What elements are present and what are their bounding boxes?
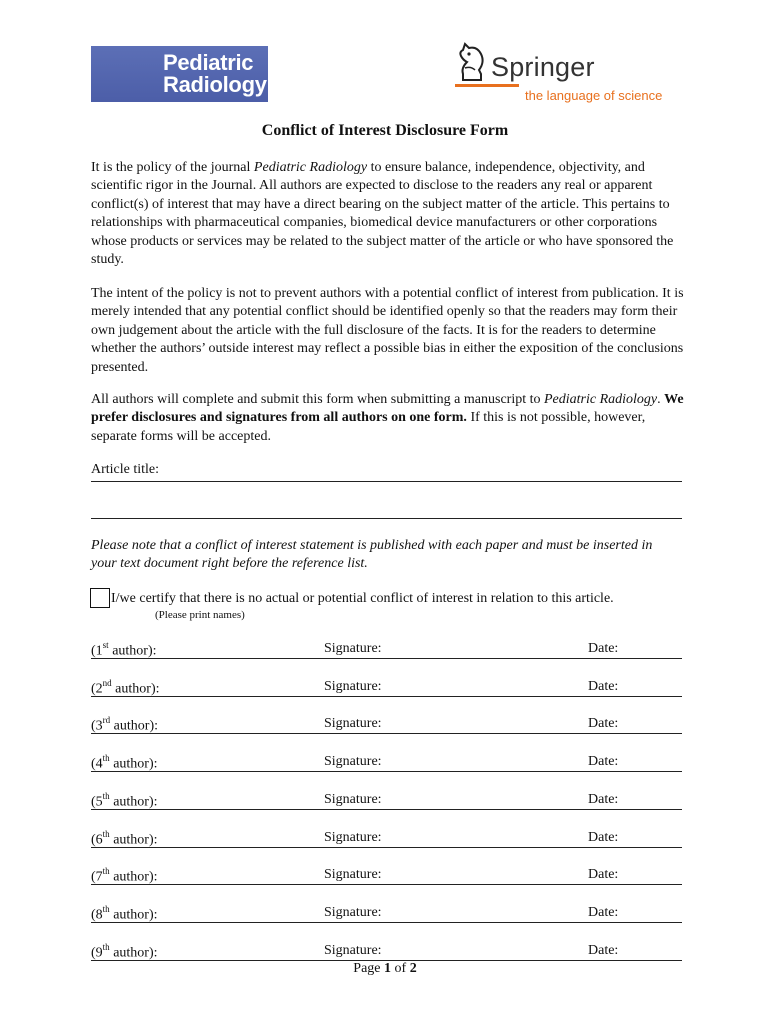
author-row (91, 830, 682, 868)
page-number: 1 (384, 961, 392, 976)
author-label: (9th author): (91, 941, 158, 961)
print-names-hint: (Please print names) (155, 609, 245, 621)
date-label: Date: (588, 716, 619, 732)
date-label: Date: (588, 754, 619, 770)
no-conflict-checkbox[interactable] (90, 588, 110, 608)
author-row (91, 867, 682, 905)
page-word: Page (353, 961, 385, 976)
date-label: Date: (588, 867, 619, 883)
instructions-text-mid: . (657, 392, 665, 407)
article-title-label: Article title: (91, 462, 160, 477)
policy-paragraph (91, 159, 689, 269)
journal-logo-line1: Pediatric (163, 50, 254, 75)
publisher-name: Springer (491, 52, 595, 82)
author-entry-line[interactable] (91, 696, 682, 697)
policy-text-end: to ensure balance, independence, objectivity, and scientific rigor in the Journal. All authors are expected to disclose to the readers any real or apparent conflict(s) of interest that may have a direct bearing on the subject matter of the article. This pertains to relationships with pharmaceutical companies, biomedical device manufacturers or other corporations whose products or services may be related to the subject matter of the article or who have sponsored the study. (91, 160, 674, 268)
author-label: (1st author): (91, 640, 157, 659)
publisher-logo (455, 40, 665, 106)
signature-label: Signature: (324, 904, 382, 920)
instructions-text-start: All authors will complete and submit this form when submitting a manuscript to (91, 392, 544, 407)
author-label: (2nd author): (91, 677, 160, 697)
page-total: 2 (409, 961, 417, 976)
signature-label: Signature: (324, 791, 382, 807)
signature-label: Signature: (324, 678, 382, 694)
signature-label: Signature: (324, 754, 382, 770)
intent-paragraph: The intent of the policy is not to prevent authors with a potential conflict of interest from publication. It is merely intended that any potential conflict should be identified openly so that the readers may form their own judgement about the article with the full disclosure of the facts. It is for the readers to determine whether the authors’ outside interest may reflect a possible bias in either the exposition of the conclusions presented. (91, 286, 684, 375)
author-label: (8th author): (91, 903, 158, 923)
author-row (91, 641, 682, 679)
publisher-tagline: the language of science (525, 88, 663, 103)
author-row (91, 792, 682, 830)
publication-note: Please note that a conflict of interest statement is published with each paper and must be inserted in your text document right before the reference list. (91, 538, 653, 572)
author-row (91, 905, 682, 943)
author-label: (3rd author): (91, 715, 158, 735)
author-entry-line[interactable] (91, 884, 682, 885)
date-label: Date: (588, 641, 619, 656)
author-row (91, 679, 682, 717)
author-entry-line[interactable] (91, 771, 682, 772)
journal-logo (91, 46, 268, 102)
publisher-accent-bar (455, 84, 519, 87)
signature-label: Signature: (324, 942, 382, 958)
form-title: Conflict of Interest Disclosure Form (261, 122, 509, 139)
author-entry-line[interactable] (91, 733, 682, 734)
signature-label: Signature: (324, 716, 382, 732)
date-label: Date: (588, 942, 619, 958)
author-entry-line[interactable] (91, 809, 682, 810)
signature-label: Signature: (324, 829, 382, 845)
author-entry-line[interactable] (91, 847, 682, 848)
chess-knight-icon (455, 40, 489, 82)
instructions-emphasis: We prefer disclosures and signatures from all authors on one form. (91, 392, 684, 426)
page-footer (0, 961, 770, 977)
certify-statement: I/we certify that there is no actual or potential conflict of interest in relation to this article. (111, 591, 614, 606)
date-label: Date: (588, 829, 619, 845)
author-label: (5th author): (91, 790, 158, 810)
instructions-paragraph (91, 391, 689, 446)
author-label: (4th author): (91, 753, 158, 772)
journal-name: Pediatric Radiology (253, 160, 368, 175)
author-row (91, 754, 682, 792)
journal-name: Pediatric Radiology (544, 392, 658, 407)
article-title-line-1[interactable] (91, 481, 682, 482)
author-label: (7th author): (91, 866, 158, 885)
author-label: (6th author): (91, 828, 158, 848)
article-title-line-2[interactable] (91, 518, 682, 519)
author-entry-line[interactable] (91, 658, 682, 659)
journal-logo-line2: Radiology (163, 72, 267, 97)
date-label: Date: (588, 904, 619, 920)
date-label: Date: (588, 791, 619, 807)
date-label: Date: (588, 678, 619, 694)
of-word: of (391, 961, 410, 976)
author-row (91, 716, 682, 754)
instructions-text-end: If this is not possible, however, separate forms will be accepted. (91, 410, 646, 444)
policy-text-start: It is the policy of the journal (91, 160, 254, 175)
signature-label: Signature: (324, 867, 382, 883)
signature-label: Signature: (324, 641, 382, 656)
author-entry-line[interactable] (91, 922, 682, 923)
